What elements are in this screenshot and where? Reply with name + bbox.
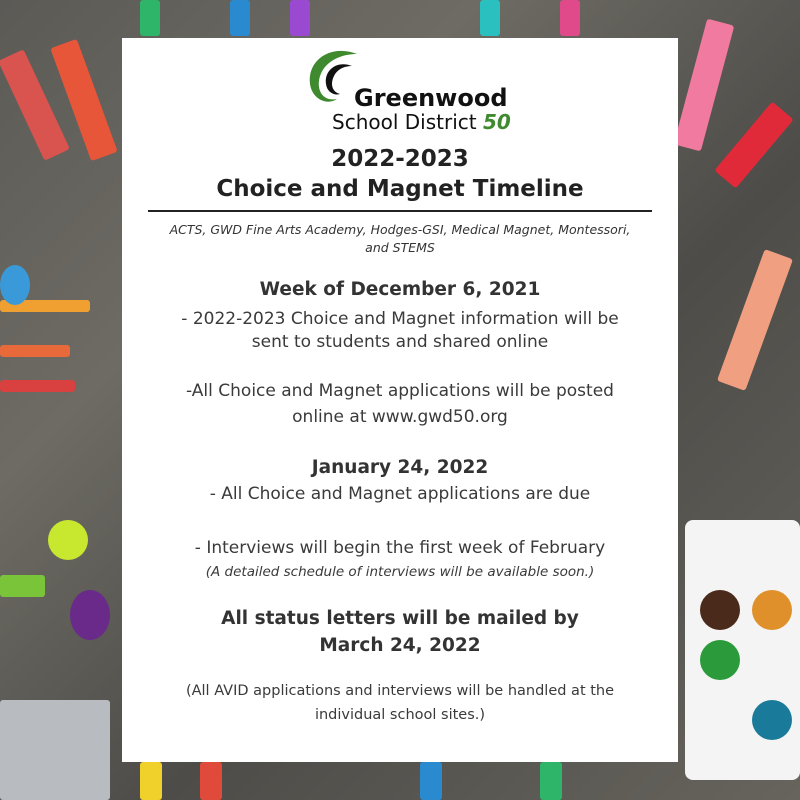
paint-decoration — [700, 590, 740, 630]
paint-decoration — [752, 700, 792, 740]
crayon-decoration — [0, 575, 45, 597]
crayon-decoration — [290, 0, 310, 36]
title-year: 2022-2023 — [331, 146, 469, 172]
crayon-decoration — [0, 265, 30, 305]
logo-district — [332, 110, 511, 134]
crayon-decoration — [48, 520, 88, 560]
crayon-decoration — [230, 0, 250, 36]
crayon-decoration — [0, 700, 110, 800]
crayon-decoration — [674, 19, 735, 152]
section1-item1-line1: - 2022-2023 Choice and Magnet information will be — [181, 309, 619, 329]
section2-note: (A detailed schedule of interviews will be available soon.) — [205, 564, 595, 580]
crayon-decoration — [480, 0, 500, 36]
crayon-decoration — [420, 762, 442, 800]
section3-line1: All status letters will be mailed by — [221, 608, 579, 629]
crayon-decoration — [560, 0, 580, 36]
programs-line2: and STEMS — [365, 240, 435, 255]
footer-line1: (All AVID applications and interviews will be handled at the — [185, 683, 615, 699]
timeline-flyer — [122, 38, 678, 762]
section1-item2-line1: -All Choice and Magnet applications will be posted — [186, 381, 614, 401]
section3-line2: March 24, 2022 — [319, 635, 481, 656]
title-divider — [148, 210, 652, 212]
section2-heading: January 24, 2022 — [311, 457, 489, 478]
footer-line2: individual school sites.) — [314, 707, 486, 723]
paint-decoration — [700, 640, 740, 680]
crayon-decoration — [540, 762, 562, 800]
crayon-decoration — [140, 0, 160, 36]
crayon-decoration — [200, 762, 222, 800]
crayon-decoration — [0, 380, 75, 392]
crayon-decoration — [70, 590, 110, 640]
section2-item1: - All Choice and Magnet applications are due — [209, 484, 591, 504]
section1-item2-line2: online at www.gwd50.org — [292, 407, 508, 427]
logo-district-text: School District — [332, 110, 477, 134]
logo-greenwood: Greenwood — [354, 84, 508, 112]
district-logo — [302, 42, 511, 138]
section2-item2: - Interviews will begin the first week of February — [194, 538, 606, 558]
title-main: Choice and Magnet Timeline — [216, 176, 584, 202]
paint-decoration — [752, 590, 792, 630]
crayon-decoration — [717, 249, 793, 391]
logo-number: 50 — [482, 110, 511, 134]
section1-heading: Week of December 6, 2021 — [259, 279, 541, 300]
crayon-decoration — [714, 102, 793, 189]
programs-line1: ACTS, GWD Fine Arts Academy, Hodges-GSI, Medical Magnet, Montessori, — [169, 222, 631, 237]
crayon-decoration — [0, 345, 70, 357]
section1-item1-line2: sent to students and shared online — [251, 332, 549, 352]
crayon-decoration — [140, 762, 162, 800]
